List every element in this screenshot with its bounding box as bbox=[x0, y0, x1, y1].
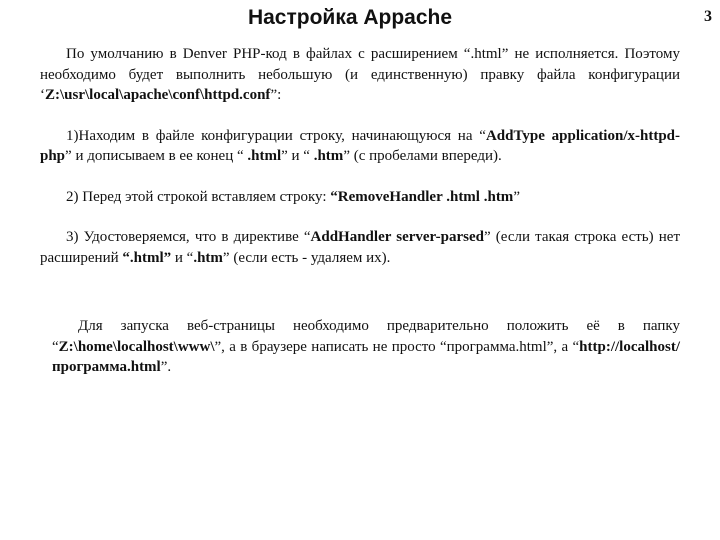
step3-ext-htm: .htm bbox=[193, 249, 223, 266]
step1-directive: AddType application/x-httpd-php bbox=[40, 127, 680, 164]
step3-text-a: 3) Удостоверяемся, что в директиве “ bbox=[66, 229, 311, 245]
note-text-c: ”, а в браузере написать не просто “программа.html”, а “ bbox=[214, 338, 580, 355]
slide-title: Настройка Appache bbox=[247, 6, 453, 29]
note-paragraph bbox=[52, 316, 680, 378]
step3-directive: AddHandler server-parsed bbox=[310, 229, 484, 245]
step3-text-c: ” (если такая строка есть) нет расширений bbox=[40, 229, 680, 266]
step3-text-g: ” (если есть - удаляем их). bbox=[222, 249, 391, 266]
note-text-e: ”. bbox=[160, 359, 172, 375]
step2-directive: “RemoveHandler .html .htm bbox=[330, 188, 514, 205]
config-path: Z:\usr\local\apache\conf\httpd.conf bbox=[45, 87, 271, 103]
step-2-paragraph bbox=[40, 187, 680, 208]
step1-text-g: ” (с пробелами впереди). bbox=[343, 148, 502, 164]
step-3-paragraph bbox=[40, 227, 680, 268]
step1-text-a: 1)Находим в файле конфигурации строку, начинающуюся на “ bbox=[66, 127, 486, 144]
step3-text-e: и “ bbox=[171, 249, 194, 266]
step1-ext-htm: .htm bbox=[313, 148, 344, 164]
note-text-a: Для запуска веб-страницы необходимо предварительно положить её в папку “ bbox=[52, 318, 680, 355]
page-number: 3 bbox=[704, 8, 712, 25]
slide-content bbox=[40, 44, 680, 378]
step1-text-c: ” и дописываем в ее конец “ bbox=[65, 148, 248, 164]
step2-text-a: 2) Перед этой строкой вставляем строку: bbox=[66, 188, 331, 205]
step1-ext-html: .html bbox=[247, 148, 282, 164]
step1-text-e: ” и “ bbox=[281, 148, 314, 164]
step-1-paragraph bbox=[40, 126, 680, 167]
localhost-url: http://localhost/программа.html bbox=[52, 338, 680, 375]
step2-text-c: ” bbox=[513, 188, 520, 205]
intro-paragraph bbox=[40, 44, 680, 106]
intro-tail: ”: bbox=[270, 87, 282, 103]
step3-ext-html: “.html” bbox=[122, 249, 172, 266]
intro-text: По умолчанию в Denver PHP-код в файлах с расширением “.html” не исполняется. Поэтому необходимо будет выполнить небольшую (и единственную) правку файла конфигурации ‘ bbox=[40, 46, 680, 103]
www-path: Z:\home\localhost\www\ bbox=[58, 338, 215, 355]
